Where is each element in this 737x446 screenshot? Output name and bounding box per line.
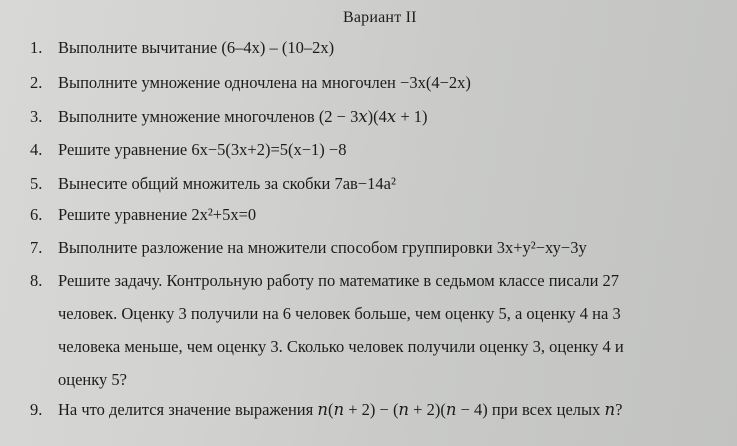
page-title: Вариант II bbox=[343, 9, 417, 26]
task-text: Выполните вычитание (6–4х) – (10–2х) bbox=[58, 38, 335, 57]
task-text: Выполните умножение одночлена на многочлен −3х(4−2х) bbox=[58, 73, 471, 92]
task-text-line: человек. Оценку 3 получили на 6 человек больше, чем оценку 5, а оценку 4 на 3 bbox=[58, 304, 621, 323]
task-number: 2. bbox=[30, 73, 43, 92]
task-number: 5. bbox=[30, 174, 43, 193]
task-text: Выполните умножение многочленов (2 − 3𝑥)(4𝑥 + 1) bbox=[58, 107, 428, 126]
task-text: Вынесите общий множитель за скобки 7ав−14а² bbox=[58, 174, 396, 193]
task-text-line: Решите задачу. Контрольную работу по математике в седьмом классе писали 27 bbox=[58, 271, 620, 290]
task-number: 9. bbox=[30, 400, 43, 419]
task-number: 7. bbox=[30, 238, 43, 257]
task-text: Выполните разложение на множители способом группировки 3х+у²−ху−3у bbox=[58, 238, 587, 257]
task-text: Решите уравнение 2х²+5х=0 bbox=[58, 205, 257, 224]
task-text: Решите уравнение 6х−5(3х+2)=5(х−1) −8 bbox=[58, 140, 347, 159]
task-number: 1. bbox=[30, 38, 43, 57]
task-number: 3. bbox=[30, 107, 43, 126]
task-text-line: человека меньше, чем оценку 3. Сколько человек получили оценку 3, оценку 4 и bbox=[58, 337, 624, 356]
task-text: На что делится значение выражения 𝑛(𝑛 + 2) − (𝑛 + 2)(𝑛 − 4) при всех целых 𝑛? bbox=[58, 400, 623, 419]
task-number: 6. bbox=[30, 205, 43, 224]
task-number: 8. bbox=[30, 271, 43, 290]
task-number: 4. bbox=[30, 140, 43, 159]
task-text-line: оценку 5? bbox=[58, 370, 127, 389]
